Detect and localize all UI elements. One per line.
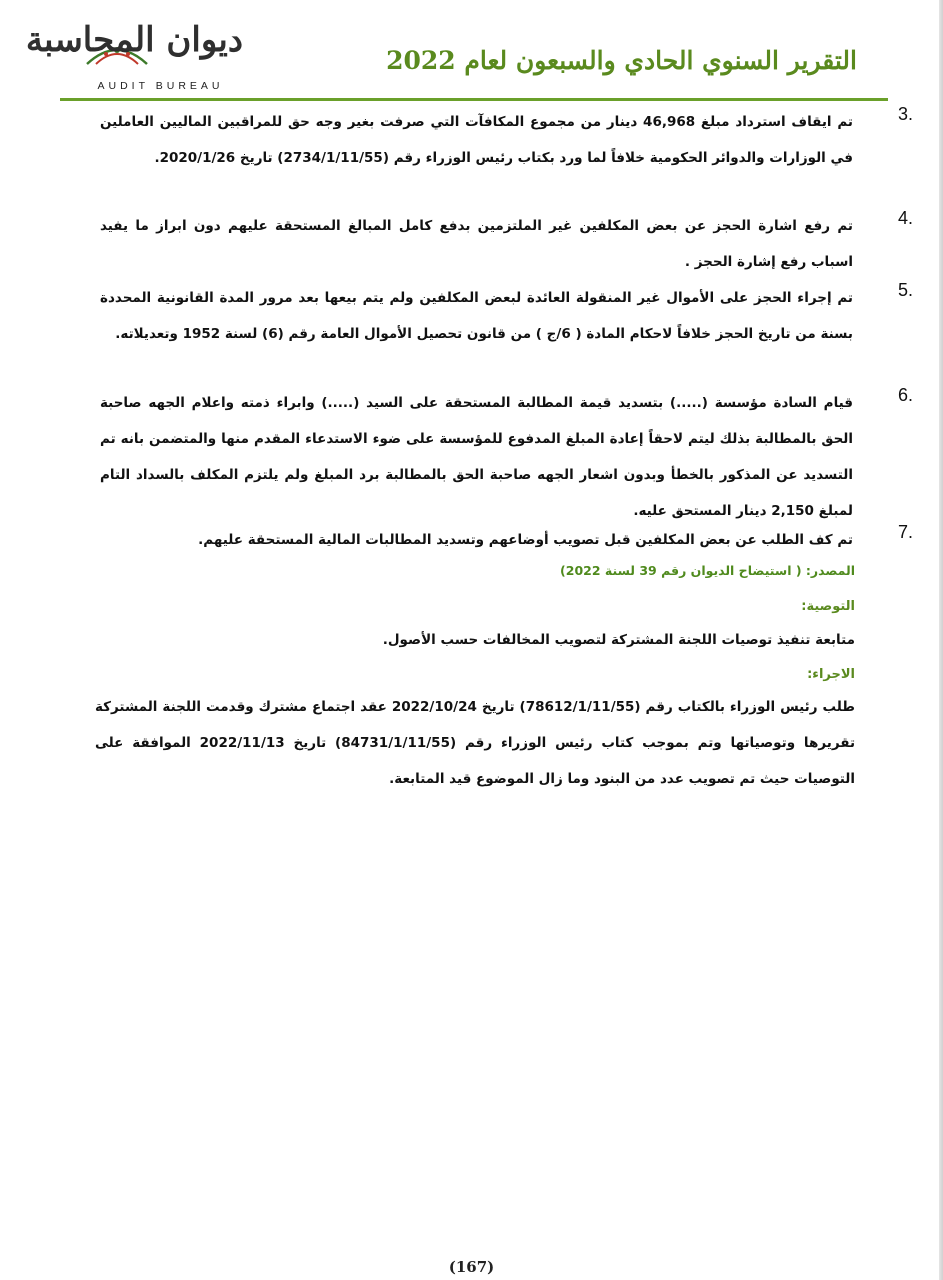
list-item-text: تم ايقاف استرداد مبلغ 46,968 دينار من مجموع المكافآت التي صرفت بغير وجه حق للمراقبين الماليين العاملين في الوزارات والدوائر الحكومية خلافاً لما ورد بكتاب رئيس الوزراء رقم (2734/1/11/55) تاريخ 2020/1/26.: [100, 114, 853, 166]
audit-bureau-logo: [25, 14, 248, 94]
header-rule: [60, 98, 888, 101]
logo-english-text: AUDIT BUREAU: [97, 80, 224, 92]
list-item: [100, 522, 913, 558]
recommendation-heading: التوصية:: [801, 599, 855, 614]
page-header: [0, 0, 943, 110]
page-number: (167): [448, 1258, 495, 1276]
list-item-text: قيام السادة مؤسسة (.....) بتسديد قيمة المطالبة المستحقة على السيد (.....) وابراء ذمته واعلام الجهه صاحبة الحق بالمطالبة بذلك ليتم لاحقاً إعادة المبلغ المدفوع للمؤسسة على ضوء الاستدعاء المقدم منها والمتضمن بانه تم التسديد عن المذكور بالخطأ وبدون اشعار الجهه صاحبة الحق بالمطالبة برد المبلغ ولم يلتزم المكلف بالسداد التام لمبلغ 2,150 دينار المستحق عليه.: [100, 395, 853, 519]
list-item-number: 7.: [897, 522, 913, 542]
list-item: [100, 280, 913, 352]
list-item-text: تم إجراء الحجز على الأموال غير المنقولة العائدة لبعض المكلفين ولم يتم بيعها بعد مرور المدة القانونية المحددة بسنة من تاريخ الحجز خلافاً لاحكام المادة ( 6/ج ) من قانون تحصيل الأموال العامة رقم (6) لسنة 1952 وتعديلاته.: [100, 290, 853, 342]
list-item: [100, 208, 913, 280]
page-edge: [939, 0, 943, 1280]
action-heading: الاجراء:: [807, 667, 855, 682]
recommendation-text: متابعة تنفيذ توصيات اللجنة المشتركة لتصويب المخالفات حسب الأصول.: [382, 632, 855, 648]
list-item-number: 5.: [897, 280, 913, 300]
list-item-text: تم رفع اشارة الحجز عن بعض المكلفين غير الملتزمين بدفع كامل المبالغ المستحقة عليهم دون ابراز ما يفيد اسباب رفع إشارة الحجز .: [100, 218, 853, 270]
list-item-number: 4.: [897, 208, 913, 228]
logo-arabic-text: ديوان المحاسبة: [25, 20, 243, 60]
list-item-number: 3.: [897, 104, 913, 124]
list-item-number: 6.: [897, 385, 913, 405]
action-text: طلب رئيس الوزراء بالكتاب رقم (78612/1/11/55) تاريخ 2022/10/24 عقد اجتماع مشترك وقدمت اللجنة المشتركة تقريرها وتوصياتها وتم بموجب كتاب رئيس الوزراء رقم (84731/1/11/55) تاريخ 2022/11/13 الموافقة على التوصيات حيث تم تصويب عدد من البنود وما زال الموضوع قيد المتابعة.: [95, 699, 856, 787]
source-note: المصدر: ( استيضاح الديوان رقم 39 لسنة 2022): [560, 563, 855, 578]
report-title: التقرير السنوي الحادي والسبعون لعام 2022: [386, 46, 857, 75]
list-item: [100, 104, 913, 176]
list-item: [100, 385, 913, 529]
list-item-text: تم كف الطلب عن بعض المكلفين قبل تصويب أوضاعهم وتسديد المطالبات المالية المستحقة عليهم.: [198, 532, 853, 548]
